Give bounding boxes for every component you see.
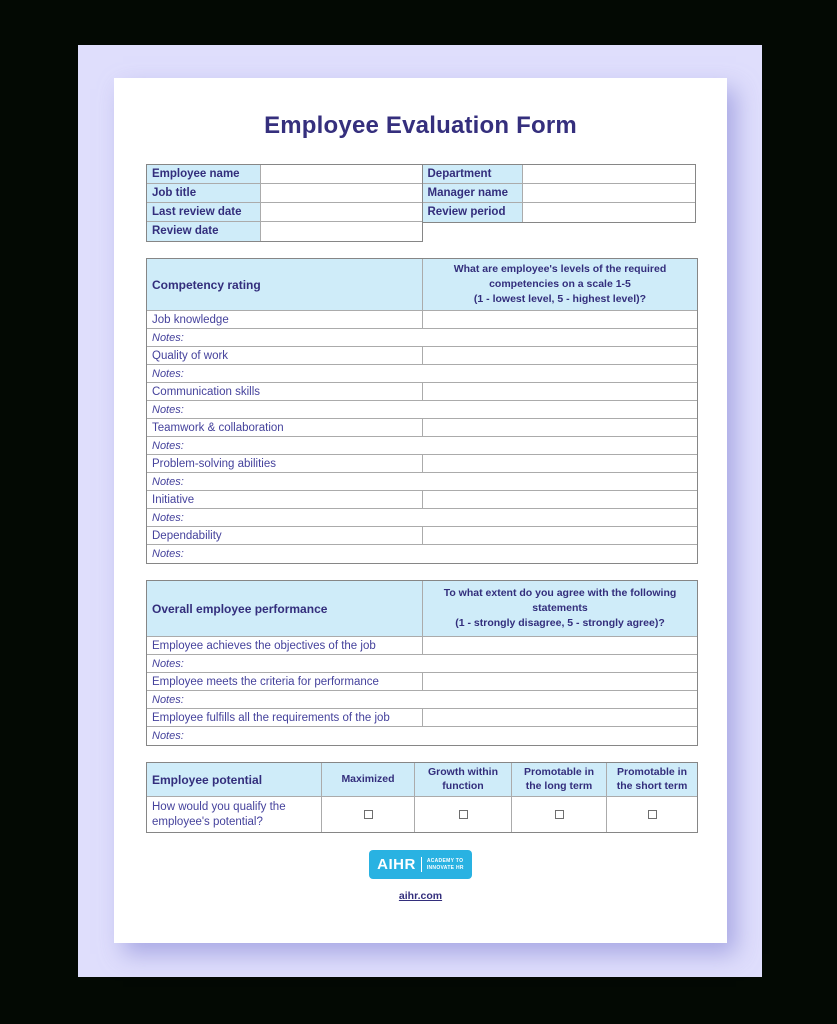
performance-scale-question-text: To what extent do you agree with the following statements (1 - strongly disagree, 5 - strongly agree)?	[443, 587, 677, 629]
competency-row-label: Initiative	[147, 491, 423, 509]
competency-row-label: Problem-solving abilities	[147, 455, 423, 473]
aihr-website-link[interactable]: aihr.com	[398, 890, 443, 902]
department-label: Department	[423, 165, 523, 184]
manager-name-value-cell[interactable]	[523, 184, 695, 203]
potential-checkbox-cell-growth[interactable]	[415, 797, 512, 832]
footer-logo-row	[114, 850, 727, 879]
competency-rating-input-cell[interactable]	[423, 491, 697, 509]
employee-potential-table	[146, 762, 698, 833]
review-period-label: Review period	[423, 203, 523, 222]
competency-notes-cell[interactable]: Notes:	[147, 401, 697, 419]
performance-row-label: Employee fulfills all the requirements of the job	[147, 709, 423, 727]
performance-scale-question	[423, 581, 697, 637]
overall-performance-header: Overall employee performance	[147, 581, 423, 637]
competency-row-label: Communication skills	[147, 383, 423, 401]
performance-notes-cell[interactable]: Notes:	[147, 655, 697, 673]
competency-row-label: Dependability	[147, 527, 423, 545]
review-date-value-cell[interactable]	[261, 222, 422, 241]
competency-scale-question	[423, 259, 697, 311]
checkbox-unchecked-icon[interactable]	[364, 810, 373, 819]
competency-rating-input-cell[interactable]	[423, 419, 697, 437]
competency-rating-input-cell[interactable]	[423, 455, 697, 473]
aihr-logo	[369, 850, 472, 879]
competency-row-label: Job knowledge	[147, 311, 423, 329]
checkbox-unchecked-icon[interactable]	[648, 810, 657, 819]
aihr-logo-tagline: ACADEMY TO INNOVATE HR	[426, 858, 464, 871]
performance-notes-cell[interactable]: Notes:	[152, 730, 184, 742]
last-review-date-value-cell[interactable]	[261, 203, 422, 222]
employee-name-label: Employee name	[147, 165, 261, 184]
department-value-cell[interactable]	[523, 165, 695, 184]
competency-rating-table	[146, 258, 698, 564]
document-page	[114, 78, 727, 943]
competency-rating-input-cell[interactable]	[423, 347, 697, 365]
checkbox-unchecked-icon[interactable]	[555, 810, 564, 819]
lavender-mat	[78, 45, 762, 977]
performance-rating-input-cell[interactable]	[423, 637, 697, 655]
competency-scale-question-text: What are employee's levels of the required competencies on a scale 1-5 (1 - lowest level, 5 - highest level)?	[453, 263, 667, 305]
performance-notes-cell[interactable]: Notes:	[147, 691, 697, 709]
performance-row-label: Employee achieves the objectives of the job	[147, 637, 423, 655]
potential-checkbox-cell-promotable-short[interactable]	[607, 797, 697, 832]
competency-notes-cell[interactable]: Notes:	[147, 365, 697, 383]
info-table-left	[146, 164, 423, 242]
page-title: Employee Evaluation Form	[264, 112, 577, 139]
competency-rating-input-cell[interactable]	[423, 383, 697, 401]
competency-row-label: Quality of work	[147, 347, 423, 365]
potential-checkbox-cell-maximized[interactable]	[322, 797, 415, 832]
employee-potential-header: Employee potential	[147, 763, 322, 797]
checkbox-unchecked-icon[interactable]	[459, 810, 468, 819]
manager-name-label: Manager name	[423, 184, 523, 203]
last-review-date-label: Last review date	[147, 203, 261, 222]
competency-notes-cell[interactable]: Notes:	[147, 329, 697, 347]
competency-row-label: Teamwork & collaboration	[147, 419, 423, 437]
logo-divider	[421, 857, 422, 872]
potential-column-promotable-long: Promotable in the long term	[512, 763, 607, 797]
employee-info-section	[146, 164, 698, 242]
potential-column-promotable-short: Promotable in the short term	[607, 763, 697, 797]
potential-question: How would you qualify the employee's potential?	[147, 797, 322, 832]
employee-name-value-cell[interactable]	[261, 165, 422, 184]
competency-rating-input-cell[interactable]	[423, 311, 697, 329]
potential-checkbox-cell-promotable-long[interactable]	[512, 797, 607, 832]
competency-rating-header: Competency rating	[147, 259, 423, 311]
job-title-label: Job title	[147, 184, 261, 203]
competency-notes-cell[interactable]: Notes:	[147, 437, 697, 455]
potential-column-maximized: Maximized	[322, 763, 415, 797]
review-date-label: Review date	[147, 222, 261, 241]
performance-row-label: Employee meets the criteria for performance	[147, 673, 423, 691]
performance-rating-input-cell[interactable]	[423, 709, 697, 727]
review-period-value-cell[interactable]	[523, 203, 695, 222]
potential-column-growth: Growth within function	[415, 763, 512, 797]
info-table-right	[422, 164, 696, 223]
footer-link-row	[114, 886, 727, 904]
competency-rating-input-cell[interactable]	[423, 527, 697, 545]
overall-performance-table	[146, 580, 698, 746]
performance-rating-input-cell[interactable]	[423, 673, 697, 691]
competency-notes-cell[interactable]: Notes:	[147, 509, 697, 527]
job-title-value-cell[interactable]	[261, 184, 422, 203]
competency-notes-cell[interactable]: Notes:	[152, 548, 184, 560]
aihr-logo-wordmark: AIHR	[377, 856, 416, 873]
competency-notes-cell[interactable]: Notes:	[147, 473, 697, 491]
